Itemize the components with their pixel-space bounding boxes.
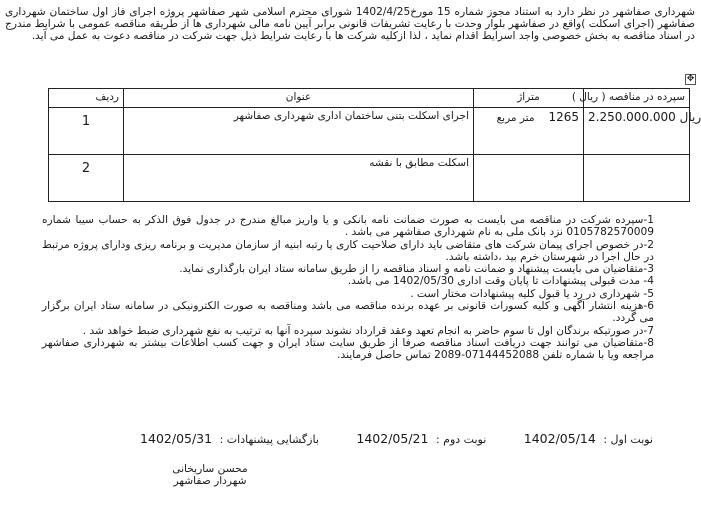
bid-opening-date: 1402/05/31 <box>140 431 213 446</box>
second-publication-label: نوبت دوم : <box>435 433 487 446</box>
deposit-cell <box>584 108 701 155</box>
row-number-cell: 1 <box>49 108 124 155</box>
condition-item: 3-متقاضیان می بایست پیشنهاد و ضمانت نامه و اسناد مناقصه را از طریق سامانه ستاد ایران بارگذاری نماید. <box>179 263 654 276</box>
condition-item: 8-متقاضیان می توانند جهت دریافت اسناد مناقصه صرفا از طریق سایت ستاد ایران و جهت کسب اطلاعات بیشتر به شهرداری صفاشهر مراجعه ویا با شماره تلفن 07144452088-2089 تماس حاصل فرمایند. <box>42 336 654 362</box>
signatory-title: شهردار صفاشهر <box>173 475 247 487</box>
table-header-row <box>49 89 690 108</box>
condition-item: 7-در صورتیکه برندگان اول تا سوم حاضر به انجام تعهد وعقد قرارداد نشوند سپرده آنها به ترتیب به نفع شهرداری ضبط خواهد شد . <box>82 324 654 337</box>
unit-value: متر مربع <box>496 112 535 124</box>
second-publication-date: 1402/05/21 <box>356 431 429 446</box>
deposit-value: 2.250.000.000 ریال <box>588 110 701 124</box>
quantity-value: 1265 <box>548 110 579 124</box>
subject-cell: اجرای اسکلت بتنی ساختمان اداری شهرداری صفاشهر <box>124 108 474 155</box>
signatory-name: محسن ساریخانی <box>172 463 248 475</box>
table-row <box>49 108 690 155</box>
table-move-handle-icon[interactable]: ✥ <box>686 74 695 84</box>
bid-opening-label: بازگشایی پیشنهادات : <box>219 433 319 446</box>
table-row <box>49 155 690 202</box>
condition-item: 4- مدت قبولی پیشنهادات تا پایان وقت اداری 1402/05/30 می باشد. <box>347 275 654 288</box>
amount-cell <box>474 155 584 202</box>
publication-dates <box>43 431 653 447</box>
condition-item: 6-هزینه انتشار آگهی و کلیه کسورات قانونی بر عهده برنده مناقصه می باشد ومناقصه به صورت الکترونیکی در سامانه ستاد ایران برگزار می گردد. <box>42 300 654 325</box>
conditions-list <box>42 214 654 362</box>
condition-item: 5- شهرداری در رد یا قبول کلیه پیشنهادات مختار است . <box>410 287 654 300</box>
deposit-cell <box>584 155 690 202</box>
first-publication-date: 1402/05/14 <box>523 431 596 446</box>
row-number-cell: 2 <box>49 155 124 202</box>
condition-item: 2-در خصوص اجرای پیمان شرکت های متقاضی باید دارای صلاحیت کاری یا رتبه ابنیه از سازمان مدیریت و برنامه ریزی ودارای پروژه مرتبط در حال اجرا در شهرستان خرم بید ،داشته باشد. <box>42 238 654 263</box>
tender-table <box>48 88 701 202</box>
header-row-number: ردیف <box>49 89 124 108</box>
amount-cell <box>474 108 584 155</box>
intro-paragraph: شهرداری صفاشهر در نظر دارد به استناد مجوز شماره 15 مورخ1402/4/25 شورای محترم اسلامی شهر صفاشهر پروژه اجرای فاز اول ساختمان شهرداری صفاشهر (اجرای اسکلت )واقع در صفاشهر بلوار وحدت با رعایت تشریفات قانونی برابر آیین نامه مالی شهرداری ها از طریقه مناقصه عمومی با شرایط مندرج در اسناد مناقصه به بخش خصوصی واجد اسرایط اقدام نماید ، لذا ازکلیه شرکت ها با رعایت شرایط ذیل جهت شرکت در مناقصه دعوت به عمل می آید. <box>5 6 695 42</box>
condition-item: 1-سپرده شرکت در مناقصه می بایست به صورت ضمانت نامه بانکی و یا واریز مبالغ مندرج در جدول فوق الذکر به حساب سیبا شماره 0105782570009 نزد بانک ملی به نام شهرداری صفاشهر می باشد . <box>42 214 654 239</box>
first-publication-label: نوبت اول : <box>603 433 653 446</box>
header-subject: عنوان <box>124 89 474 108</box>
subject-cell: اسکلت مطابق با نقشه <box>124 155 474 202</box>
signature-block <box>160 463 260 487</box>
header-deposit: سپرده در مناقصه ( ریال ) <box>584 89 690 108</box>
header-amount: متراژ <box>474 89 584 108</box>
